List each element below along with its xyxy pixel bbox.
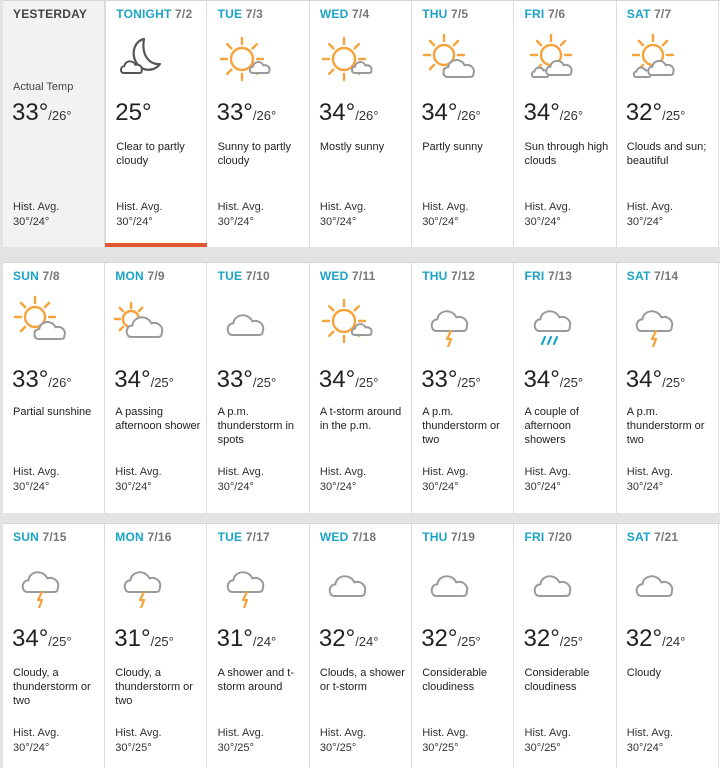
hist-avg-label: Hist. Avg. bbox=[524, 201, 571, 213]
day-label bbox=[627, 7, 672, 21]
hist-avg-value: 30°/24° bbox=[626, 481, 664, 493]
hist-avg-label: Hist. Avg. bbox=[13, 727, 60, 739]
moon-cloud-icon bbox=[114, 31, 170, 85]
low-temp: /25° bbox=[662, 375, 686, 390]
day-date: 7/14 bbox=[654, 269, 679, 283]
low-temp: /26° bbox=[457, 108, 481, 123]
temperature bbox=[421, 99, 481, 127]
thunder-icon bbox=[113, 554, 169, 608]
historical-average bbox=[13, 200, 59, 230]
day-card[interactable] bbox=[617, 263, 719, 513]
hist-avg-value: 30°/25° bbox=[319, 742, 357, 754]
high-temp: 32° bbox=[421, 625, 458, 652]
high-temp: 34° bbox=[114, 366, 151, 393]
forecast-description: Clouds, a shower or t-storm bbox=[319, 667, 405, 693]
hist-avg-label: Hist. Avg. bbox=[422, 466, 469, 478]
low-temp: /25° bbox=[457, 375, 481, 390]
hist-avg-value: 30°/24° bbox=[422, 216, 459, 228]
day-date: 7/12 bbox=[451, 269, 476, 283]
low-temp: /25° bbox=[48, 634, 72, 649]
temperature bbox=[626, 366, 686, 394]
hist-avg-value: 30°/25° bbox=[524, 742, 561, 754]
hist-avg-label: Hist. Avg. bbox=[626, 466, 674, 478]
day-label bbox=[320, 269, 376, 283]
high-temp: 34° bbox=[318, 366, 356, 393]
hist-avg-value: 30°/24° bbox=[115, 481, 152, 493]
historical-average bbox=[525, 200, 571, 230]
day-date: 7/4 bbox=[352, 7, 370, 21]
actual-temp-label: Actual Temp bbox=[13, 81, 74, 93]
day-card[interactable] bbox=[310, 263, 412, 513]
hist-avg-label: Hist. Avg. bbox=[524, 727, 571, 739]
day-of-week: MON bbox=[115, 530, 144, 544]
thunder-icon bbox=[625, 293, 681, 347]
hist-avg-label: Hist. Avg. bbox=[217, 727, 264, 739]
day-of-week: THU bbox=[422, 530, 448, 544]
forecast-description: Sun through high clouds bbox=[524, 141, 609, 167]
low-temp: /24° bbox=[662, 634, 686, 649]
day-of-week: THU bbox=[422, 269, 448, 283]
low-temp: /25° bbox=[355, 375, 379, 390]
temperature bbox=[319, 625, 379, 653]
hist-avg-label: Hist. Avg. bbox=[217, 201, 264, 213]
cloud-icon bbox=[318, 554, 374, 608]
cloud-icon bbox=[420, 554, 476, 608]
day-label bbox=[627, 530, 678, 544]
hist-avg-label: Hist. Avg. bbox=[13, 466, 60, 478]
day-card[interactable] bbox=[617, 524, 719, 768]
day-card[interactable] bbox=[208, 1, 310, 247]
day-of-week: THU bbox=[422, 7, 448, 21]
day-label bbox=[218, 530, 270, 544]
low-temp: /26° bbox=[559, 108, 584, 123]
day-card[interactable] bbox=[3, 524, 105, 768]
day-label bbox=[525, 530, 573, 544]
hist-avg-label: Hist. Avg. bbox=[319, 201, 367, 213]
high-temp: 34° bbox=[421, 99, 458, 126]
hist-avg-label: Hist. Avg. bbox=[217, 466, 264, 478]
day-card[interactable] bbox=[515, 263, 617, 513]
day-date: 7/5 bbox=[451, 7, 469, 21]
high-temp: 34° bbox=[318, 99, 356, 126]
day-label bbox=[218, 7, 263, 21]
thunder-icon bbox=[420, 293, 476, 347]
day-label bbox=[422, 269, 475, 283]
historical-average bbox=[627, 726, 673, 756]
day-date: 7/17 bbox=[245, 530, 270, 544]
day-label bbox=[13, 530, 67, 544]
historical-average bbox=[320, 726, 366, 756]
forecast-description: Clouds and sun; beautiful bbox=[626, 141, 707, 167]
historical-average bbox=[115, 465, 161, 495]
day-of-week: SUN bbox=[13, 269, 39, 283]
forecast-description: A t-storm around in the p.m. bbox=[319, 406, 402, 432]
day-card[interactable] bbox=[412, 1, 514, 247]
sun-haze-icon bbox=[625, 31, 681, 85]
day-card[interactable] bbox=[412, 524, 514, 768]
day-date: 7/13 bbox=[547, 269, 573, 283]
temperature bbox=[421, 625, 481, 653]
current-day-indicator bbox=[105, 243, 207, 247]
low-temp: /26° bbox=[48, 375, 72, 390]
hist-avg-value: 30°/24° bbox=[116, 216, 153, 228]
high-temp: 33° bbox=[12, 99, 49, 126]
temperature bbox=[12, 99, 72, 127]
forecast-description: A p.m. thunderstorm in spots bbox=[217, 406, 295, 446]
hist-avg-label: Hist. Avg. bbox=[115, 727, 162, 739]
historical-average bbox=[320, 465, 366, 495]
high-temp: 25° bbox=[115, 99, 152, 126]
week-row-3 bbox=[3, 523, 720, 768]
historical-average bbox=[115, 726, 161, 756]
sun-haze-icon bbox=[523, 31, 579, 85]
sun-small-cloud-icon bbox=[216, 31, 272, 85]
high-temp: 32° bbox=[523, 625, 560, 652]
forecast-description: Mostly sunny bbox=[319, 141, 385, 153]
day-date: 7/10 bbox=[245, 269, 270, 283]
forecast-description: Partly sunny bbox=[422, 141, 483, 153]
forecast-description: Partial sunshine bbox=[13, 406, 92, 418]
hist-avg-label: Hist. Avg. bbox=[422, 727, 469, 739]
day-date: 7/18 bbox=[352, 530, 377, 544]
low-temp: /25° bbox=[252, 375, 277, 390]
day-of-week: MON bbox=[115, 269, 144, 283]
temperature bbox=[114, 366, 174, 394]
temperature bbox=[114, 625, 174, 653]
forecast-description: Cloudy, a thunderstorm or two bbox=[115, 667, 193, 707]
day-card[interactable] bbox=[310, 1, 412, 247]
day-of-week: FRI bbox=[524, 530, 545, 544]
hist-avg-value: 30°/24° bbox=[524, 216, 561, 228]
day-date: 7/2 bbox=[175, 7, 193, 21]
thunder-icon bbox=[216, 554, 272, 608]
day-date: 7/19 bbox=[451, 530, 476, 544]
day-of-week: SUN bbox=[13, 530, 39, 544]
day-label bbox=[320, 7, 369, 21]
day-of-week: SAT bbox=[626, 269, 651, 283]
low-temp: /25° bbox=[150, 634, 174, 649]
historical-average bbox=[627, 465, 673, 495]
hist-avg-label: Hist. Avg. bbox=[319, 466, 367, 478]
day-of-week: TUE bbox=[217, 269, 243, 283]
high-temp: 34° bbox=[523, 366, 560, 393]
day-of-week: FRI bbox=[524, 269, 545, 283]
temperature bbox=[115, 99, 151, 127]
historical-average bbox=[525, 465, 571, 495]
day-label bbox=[627, 269, 678, 283]
temperature bbox=[319, 366, 379, 394]
temperature bbox=[319, 99, 379, 127]
hist-avg-value: 30°/24° bbox=[422, 481, 459, 493]
temperature bbox=[217, 366, 277, 394]
hist-avg-label: Hist. Avg. bbox=[626, 727, 674, 739]
day-of-week: FRI bbox=[524, 7, 545, 21]
hist-avg-value: 30°/24° bbox=[217, 481, 254, 493]
day-date: 7/7 bbox=[654, 7, 672, 21]
day-card[interactable] bbox=[412, 263, 514, 513]
historical-average bbox=[13, 726, 59, 756]
high-temp: 33° bbox=[216, 366, 253, 393]
high-temp: 33° bbox=[216, 99, 253, 126]
hist-avg-label: Hist. Avg. bbox=[422, 201, 469, 213]
rain-icon bbox=[523, 293, 579, 347]
day-date: 7/8 bbox=[42, 269, 60, 283]
temperature bbox=[12, 625, 72, 653]
hist-avg-value: 30°/24° bbox=[13, 216, 50, 228]
hist-avg-label: Hist. Avg. bbox=[524, 466, 571, 478]
temperature bbox=[524, 625, 584, 653]
forecast-description: A passing afternoon shower bbox=[115, 406, 201, 432]
hist-avg-value: 30°/24° bbox=[217, 216, 254, 228]
low-temp: /24° bbox=[355, 634, 379, 649]
day-of-week: WED bbox=[319, 269, 349, 283]
cloud-icon bbox=[523, 554, 579, 608]
hist-avg-value: 30°/25° bbox=[422, 742, 459, 754]
historical-average bbox=[218, 200, 264, 230]
hist-avg-label: Hist. Avg. bbox=[13, 201, 60, 213]
day-card[interactable] bbox=[105, 1, 207, 247]
day-date: 7/16 bbox=[147, 530, 172, 544]
day-card[interactable] bbox=[515, 1, 617, 247]
hist-avg-label: Hist. Avg. bbox=[116, 201, 163, 213]
high-temp: 31° bbox=[216, 625, 253, 652]
sun-cloud-icon bbox=[420, 31, 476, 85]
day-label bbox=[422, 530, 475, 544]
forecast-description: A p.m. thunderstorm or two bbox=[626, 406, 705, 446]
historical-average bbox=[13, 465, 59, 495]
hist-avg-value: 30°/24° bbox=[319, 216, 357, 228]
day-card[interactable] bbox=[105, 524, 207, 768]
cloud-sun-icon bbox=[113, 293, 169, 347]
low-temp: /26° bbox=[48, 108, 72, 123]
sun-small-cloud-icon bbox=[318, 31, 374, 85]
hist-avg-label: Hist. Avg. bbox=[319, 727, 367, 739]
forecast-description: Cloudy bbox=[626, 667, 662, 679]
day-card[interactable] bbox=[3, 263, 105, 513]
temperature bbox=[12, 366, 72, 394]
day-date: 7/15 bbox=[42, 530, 67, 544]
low-temp: /25° bbox=[457, 634, 481, 649]
hist-avg-value: 30°/24° bbox=[524, 481, 561, 493]
day-of-week: SAT bbox=[626, 530, 651, 544]
forecast-description: A shower and t-storm around bbox=[217, 667, 295, 693]
day-card[interactable] bbox=[208, 524, 310, 768]
high-temp: 33° bbox=[421, 366, 458, 393]
high-temp: 32° bbox=[625, 99, 663, 126]
day-label bbox=[320, 530, 376, 544]
low-temp: /25° bbox=[559, 375, 584, 390]
day-of-week: WED bbox=[319, 7, 349, 21]
low-temp: /26° bbox=[252, 108, 277, 123]
high-temp: 31° bbox=[114, 625, 151, 652]
forecast-description: A p.m. thunderstorm or two bbox=[422, 406, 500, 446]
day-date: 7/6 bbox=[547, 7, 566, 21]
day-date: 7/21 bbox=[654, 530, 679, 544]
hist-avg-value: 30°/24° bbox=[626, 216, 664, 228]
high-temp: 34° bbox=[12, 625, 49, 652]
day-label bbox=[115, 269, 164, 283]
temperature bbox=[626, 99, 686, 127]
historical-average bbox=[422, 726, 468, 756]
day-of-week: YESTERDAY bbox=[13, 7, 88, 21]
low-temp: /26° bbox=[355, 108, 379, 123]
historical-average bbox=[218, 726, 264, 756]
sun-cloud-icon bbox=[11, 293, 67, 347]
temperature bbox=[524, 366, 584, 394]
day-date: 7/11 bbox=[352, 269, 376, 283]
day-label bbox=[115, 530, 171, 544]
day-label bbox=[422, 7, 468, 21]
sun-small-cloud-icon bbox=[318, 293, 374, 347]
temperature bbox=[217, 625, 277, 653]
day-label bbox=[525, 7, 566, 21]
hist-avg-value: 30°/25° bbox=[115, 742, 152, 754]
day-card[interactable] bbox=[208, 263, 310, 513]
day-label bbox=[116, 7, 192, 21]
day-card[interactable] bbox=[515, 524, 617, 768]
historical-average bbox=[422, 200, 468, 230]
hist-avg-value: 30°/24° bbox=[13, 742, 50, 754]
high-temp: 34° bbox=[625, 366, 663, 393]
thunder-icon bbox=[11, 554, 67, 608]
historical-average bbox=[422, 465, 468, 495]
historical-average bbox=[320, 200, 366, 230]
forecast-description: Considerable cloudiness bbox=[422, 667, 488, 693]
historical-average bbox=[116, 200, 162, 230]
day-label bbox=[218, 269, 270, 283]
temperature bbox=[524, 99, 584, 127]
day-of-week: TUE bbox=[217, 530, 243, 544]
week-row-1 bbox=[3, 0, 720, 247]
cloud-icon bbox=[216, 293, 272, 347]
low-temp: /25° bbox=[559, 634, 584, 649]
low-temp: /24° bbox=[252, 634, 277, 649]
hist-avg-label: Hist. Avg. bbox=[626, 201, 674, 213]
historical-average bbox=[627, 200, 673, 230]
day-date: 7/3 bbox=[245, 7, 264, 21]
forecast-description: Clear to partly cloudy bbox=[116, 141, 185, 167]
forecast-description: A couple of afternoon showers bbox=[524, 406, 579, 446]
hist-avg-value: 30°/25° bbox=[217, 742, 254, 754]
day-of-week: TUE bbox=[217, 7, 243, 21]
cloud-icon bbox=[625, 554, 681, 608]
hist-avg-value: 30°/24° bbox=[626, 742, 664, 754]
day-date: 7/20 bbox=[547, 530, 573, 544]
hist-avg-value: 30°/24° bbox=[13, 481, 50, 493]
historical-average bbox=[218, 465, 264, 495]
high-temp: 34° bbox=[523, 99, 560, 126]
temperature bbox=[217, 99, 277, 127]
forecast-description: Considerable cloudiness bbox=[524, 667, 590, 693]
forecast-description: Sunny to partly cloudy bbox=[217, 141, 291, 167]
day-date: 7/9 bbox=[147, 269, 165, 283]
low-temp: /25° bbox=[150, 375, 174, 390]
low-temp: /25° bbox=[662, 108, 686, 123]
forecast-description: Cloudy, a thunderstorm or two bbox=[13, 667, 91, 707]
temperature bbox=[421, 366, 481, 394]
day-of-week: SAT bbox=[626, 7, 651, 21]
temperature bbox=[626, 625, 686, 653]
hist-avg-label: Hist. Avg. bbox=[115, 466, 162, 478]
day-label bbox=[13, 269, 60, 283]
day-of-week: WED bbox=[319, 530, 349, 544]
high-temp: 32° bbox=[625, 625, 663, 652]
hist-avg-value: 30°/24° bbox=[319, 481, 357, 493]
day-card[interactable] bbox=[105, 263, 207, 513]
high-temp: 32° bbox=[318, 625, 356, 652]
historical-average bbox=[525, 726, 571, 756]
day-of-week: TONIGHT bbox=[116, 7, 172, 21]
day-card[interactable] bbox=[3, 1, 105, 247]
day-label bbox=[13, 7, 87, 21]
day-card[interactable] bbox=[310, 524, 412, 768]
day-label bbox=[525, 269, 573, 283]
high-temp: 33° bbox=[12, 366, 49, 393]
day-card[interactable] bbox=[617, 1, 719, 247]
week-row-2 bbox=[3, 262, 720, 513]
